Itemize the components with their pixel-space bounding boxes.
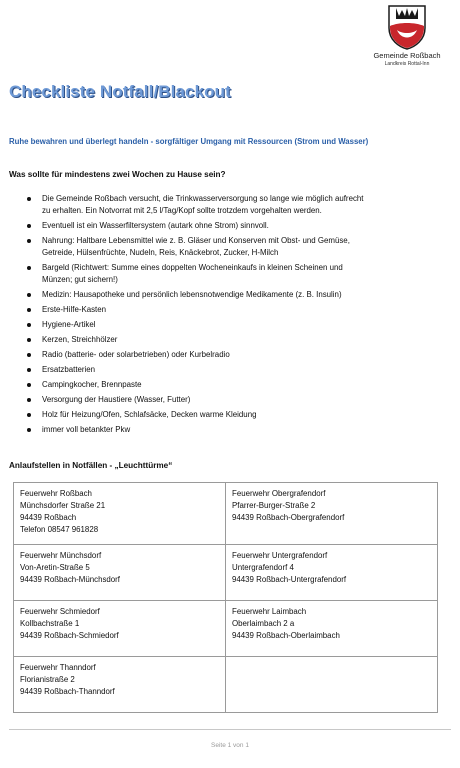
- station-cell: Feuerwehr Obergrafendorf Pfarrer-Burger-Straße 2 94439 Roßbach-Obergrafendorf: [226, 483, 438, 545]
- station-cell: Feuerwehr Laimbach Oberlaimbach 2 a 94439 Roßbach-Oberlaimbach: [226, 601, 438, 657]
- list-item: Die Gemeinde Roßbach versucht, die Trinkwasserversorgung so lange wie möglich aufrecht zu erhalten. Ein Notvorrat mit 2,5 l/Tag/Kopf sollte trotzdem vorgehalten werden.: [9, 193, 449, 217]
- page-number: Seite 1 von 1: [211, 742, 249, 749]
- subtitle: Ruhe bewahren und überlegt handeln - sorgfältiger Umgang mit Ressourcen (Strom und Wasser): [9, 137, 369, 146]
- list-item: Campingkocher, Brennpaste: [9, 379, 449, 391]
- station-cell: Feuerwehr Untergrafendorf Untergrafendorf 4 94439 Roßbach-Untergrafendorf: [226, 545, 438, 601]
- station-cell: Feuerwehr Roßbach Münchsdorfer Straße 21 94439 Roßbach Telefon 08547 961828: [14, 483, 226, 545]
- coat-of-arms-icon: [387, 4, 427, 50]
- logo-municipality-name: Gemeinde Roßbach: [373, 51, 441, 60]
- table-row: [14, 483, 438, 545]
- stations-table: [13, 482, 438, 713]
- section-heading: Anlaufstellen in Notfällen - „Leuchttürme“: [9, 461, 173, 470]
- list-item: Versorgung der Haustiere (Wasser, Futter): [9, 394, 449, 406]
- checklist: [9, 193, 449, 439]
- list-item: Kerzen, Streichhölzer: [9, 334, 449, 346]
- list-item: Bargeld (Richtwert: Summe eines doppelten Wocheneinkaufs in kleinen Scheinen und Münzen; gut sichern!): [9, 262, 449, 286]
- list-item: Nahrung: Haltbare Lebensmittel wie z. B. Gläser und Konserven mit Obst- und Gemüse, Getreide, Hülsenfrüchte, Nudeln, Reis, Knäckebrot, Zucker, H-Milch: [9, 235, 449, 259]
- list-item: immer voll betankter Pkw: [9, 424, 449, 436]
- station-cell: Feuerwehr Münchsdorf Von-Aretin-Straße 5 94439 Roßbach-Münchsdorf: [14, 545, 226, 601]
- logo-district-name: Landkreis Rottal-Inn: [384, 61, 430, 67]
- table-row: [14, 545, 438, 601]
- list-item: Erste-Hilfe-Kasten: [9, 304, 449, 316]
- list-item: Radio (batterie- oder solarbetrieben) oder Kurbelradio: [9, 349, 449, 361]
- empty-cell: [226, 657, 438, 713]
- station-cell: Feuerwehr Schmiedorf Kollbachstraße 1 94439 Roßbach-Schmiedorf: [14, 601, 226, 657]
- municipality-logo: [362, 4, 452, 67]
- question-heading: Was sollte für mindestens zwei Wochen zu Hause sein?: [9, 170, 226, 179]
- footer-divider: [9, 729, 451, 730]
- table-row: [14, 601, 438, 657]
- list-item: Holz für Heizung/Ofen, Schlafsäcke, Decken warme Kleidung: [9, 409, 449, 421]
- list-item: Medizin: Hausapotheke und persönlich lebensnotwendige Medikamente (z. B. Insulin): [9, 289, 449, 301]
- list-item: Eventuell ist ein Wasserfiltersystem (autark ohne Strom) sinnvoll.: [9, 220, 449, 232]
- list-item: Hygiene-Artikel: [9, 319, 449, 331]
- table-row: [14, 657, 438, 713]
- station-cell: Feuerwehr Thanndorf Florianistraße 2 94439 Roßbach-Thanndorf: [14, 657, 226, 713]
- page-title: Checkliste Notfall/Blackout: [9, 82, 231, 101]
- list-item: Ersatzbatterien: [9, 364, 449, 376]
